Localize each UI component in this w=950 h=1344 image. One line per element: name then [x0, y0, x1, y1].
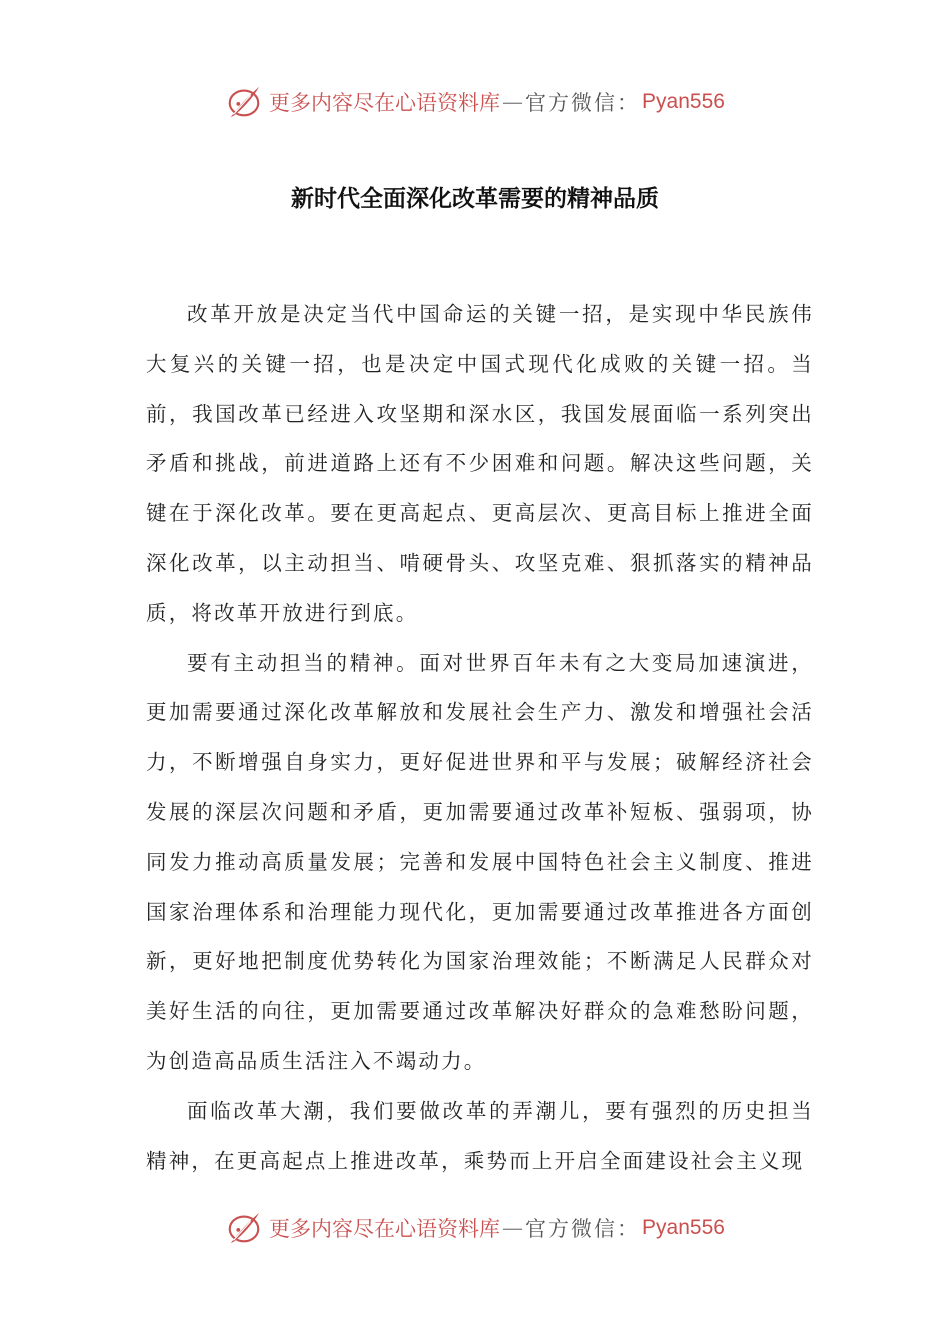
- header-wechat-id: Pyan556: [642, 90, 725, 113]
- document-body: [146, 290, 814, 1186]
- document-title: 新时代全面深化改革需要的精神品质: [291, 185, 659, 212]
- header-separator: —: [502, 90, 524, 114]
- header-wechat-label: 官方微信：: [525, 91, 641, 115]
- paragraph-2: 要有主动担当的精神。面对世界百年未有之大变局加速演进，更加需要通过深化改革解放和发展社会生产力、激发和增强社会活力，不断增强自身实力，更好促进世界和平与发展；破解经济社会发展的深层次问题和矛盾，更加需要通过改革补短板、强弱项，协同发力推动高质量发展；完善和发展中国特色社会主义制度、推进国家治理体系和治理能力现代化，更加需要通过改革推进各方面创新，更好地把制度优势转化为国家治理效能；不断满足人民群众对美好生活的向往，更加需要通过改革解决好群众的急难愁盼问题，为创造高品质生活注入不竭动力。: [146, 650, 814, 1073]
- paragraph-1: 改革开放是决定当代中国命运的关键一招，是实现中华民族伟大复兴的关键一招，也是决定中国式现代化成败的关键一招。当前，我国改革已经进入攻坚期和深水区，我国发展面临一系列突出矛盾和挑战，前进道路上还有不少困难和问题。解决这些问题，关键在于深化改革。要在更高起点、更高层次、更高目标上推进全面深化改革，以主动担当、啃硬骨头、攻坚克难、狠抓落实的精神品质，将改革开放进行到底。: [146, 302, 814, 625]
- footer-brand-text: 更多内容尽在心语资料库: [269, 1217, 501, 1241]
- footer-separator: —: [502, 1216, 524, 1240]
- quill-pen-logo-icon: [225, 83, 263, 121]
- quill-pen-logo-icon: [225, 1209, 263, 1247]
- header-banner: [0, 80, 950, 124]
- paragraph-3: 面临改革大潮，我们要做改革的弄潮儿，要有强烈的历史担当精神，在更高起点上推进改革，乘势而上开启全面建设社会主义现: [146, 1098, 814, 1173]
- footer-wechat-label: 官方微信：: [525, 1217, 641, 1241]
- header-brand-text: 更多内容尽在心语资料库: [269, 91, 501, 115]
- footer-wechat-id: Pyan556: [642, 1216, 725, 1239]
- footer-banner: [0, 1206, 950, 1250]
